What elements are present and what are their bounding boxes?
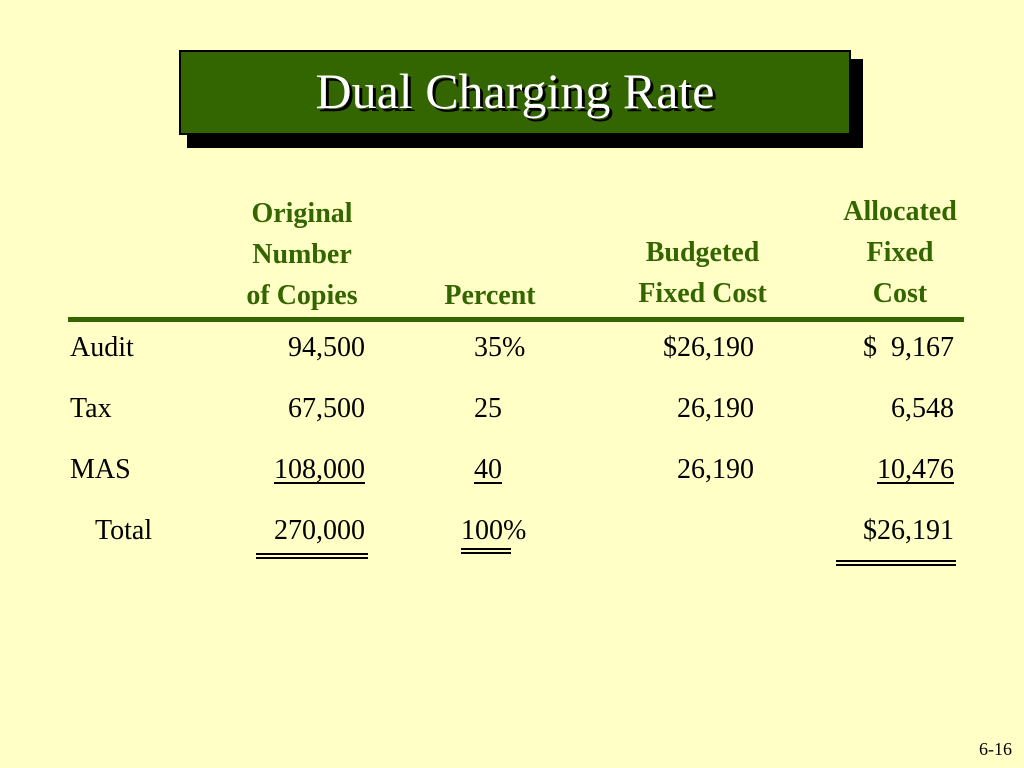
row-total-allocated: $26,191 [863, 515, 954, 546]
header-budgeted-line-2: Fixed Cost [638, 278, 767, 309]
header-allocated-line-1: Allocated [843, 196, 957, 227]
header-allocated-line-3: Cost [872, 278, 928, 309]
row-tax-percent: 25 [474, 393, 502, 424]
total-allocated-double-rule [836, 560, 956, 566]
row-audit-copies: 94,500 [288, 332, 365, 363]
row-tax-budgeted: 26,190 [677, 393, 754, 424]
row-audit-label: Audit [70, 332, 134, 363]
row-audit-allocated: $ 9,167 [863, 332, 954, 363]
row-mas-copies: 108,000 [274, 454, 365, 485]
row-tax-label: Tax [70, 393, 112, 424]
header-copies-line-2: Number [252, 239, 352, 270]
row-audit-budgeted: $26,190 [663, 332, 754, 363]
header-rule [68, 317, 964, 322]
row-total-percent: 100% [461, 515, 527, 546]
row-tax-allocated: 6,548 [891, 393, 954, 424]
row-mas-percent: 40 [474, 454, 502, 485]
row-mas-label: MAS [70, 454, 131, 485]
header-budgeted [610, 232, 795, 314]
slide-title: Dual Charging Rate [315, 62, 715, 119]
header-copies [222, 193, 382, 316]
row-total-label: Total [95, 515, 153, 546]
title-box [179, 50, 851, 135]
row-audit-percent: 35% [474, 332, 526, 363]
total-copies-double-rule [256, 553, 368, 559]
row-mas-budgeted: 26,190 [677, 454, 754, 485]
header-allocated-line-2: Fixed [866, 237, 934, 268]
header-copies-line-1: Original [251, 198, 353, 229]
header-percent [420, 275, 560, 316]
header-percent-line-1: Percent [444, 280, 536, 311]
row-tax-copies: 67,500 [288, 393, 365, 424]
header-copies-line-3: of Copies [246, 280, 358, 311]
header-budgeted-line-1: Budgeted [645, 237, 760, 268]
page-number: 6-16 [979, 739, 1012, 759]
row-mas-allocated: 10,476 [877, 454, 954, 485]
header-allocated [820, 191, 980, 314]
row-total-copies: 270,000 [274, 515, 365, 546]
total-percent-double-rule [461, 548, 511, 554]
